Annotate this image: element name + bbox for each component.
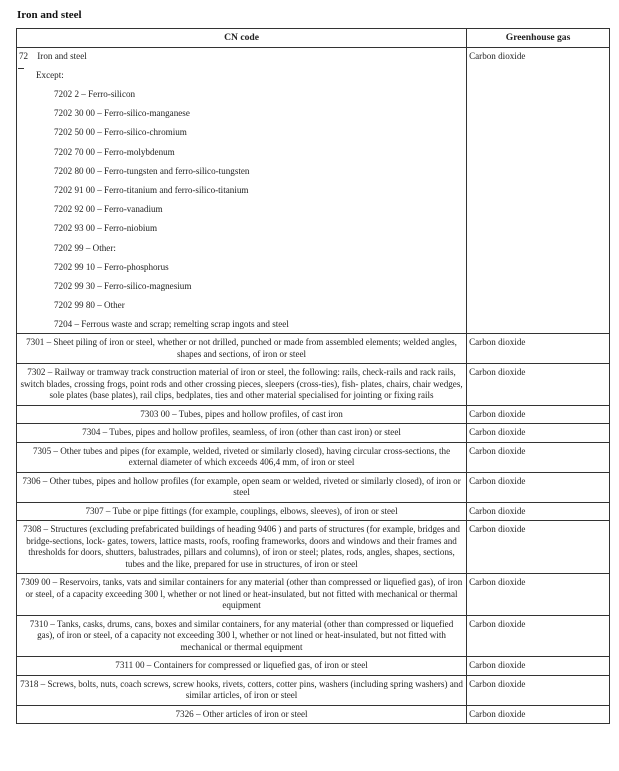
chapter-label: Iron and steel bbox=[37, 51, 87, 61]
section-title: Iron and steel bbox=[17, 9, 82, 21]
chapter-line bbox=[17, 48, 466, 67]
table-row bbox=[17, 521, 610, 574]
table-row bbox=[17, 424, 610, 443]
table-row bbox=[17, 48, 610, 334]
table-row bbox=[17, 472, 610, 502]
exception-item: 7202 99 – Other: bbox=[54, 242, 116, 253]
cn-code-cell: 7309 00 – Reservoirs, tanks, vats and similar containers for any material (other than compressed or liquefied gas), of iron or steel, of a capacity exceeding 300 l, whether or not lined or heat-insulated, but not fitted with mechanical or thermal equipment bbox=[17, 574, 467, 616]
table-header-row bbox=[17, 29, 610, 48]
table-row bbox=[17, 675, 610, 705]
exception-item: 7202 99 10 – Ferro-phosphorus bbox=[54, 261, 169, 272]
greenhouse-gas-cell: Carbon dioxide bbox=[467, 48, 610, 334]
greenhouse-gas-cell: Carbon dioxide bbox=[467, 657, 610, 676]
header-cn-code: CN code bbox=[17, 29, 467, 48]
cn-code-cell: 7318 – Screws, bolts, nuts, coach screws, screw hooks, rivets, cotters, cotter pins, washers (including spring washers) and similar articles, of iron or steel bbox=[17, 675, 467, 705]
exceptions-list bbox=[17, 86, 466, 333]
exception-item: 7202 50 00 – Ferro-silico-chromium bbox=[54, 127, 187, 138]
greenhouse-gas-cell: Carbon dioxide bbox=[467, 574, 610, 616]
greenhouse-gas-cell: Carbon dioxide bbox=[467, 502, 610, 521]
table-row bbox=[17, 334, 610, 364]
exception-item: 7202 91 00 – Ferro-titanium and ferro-silico-titanium bbox=[54, 184, 249, 195]
cn-code-cell: 7310 – Tanks, casks, drums, cans, boxes and similar containers, for any material (other than compressed or liquefied gas), of iron or steel, of a capacity not exceeding 300 l, whether or not lined or heat-insulated, but not fitted with mechanical or thermal equipment bbox=[17, 615, 467, 657]
cn-code-cell: 7311 00 – Containers for compressed or liquefied gas, of iron or steel bbox=[17, 657, 467, 676]
table-row bbox=[17, 657, 610, 676]
cn-code-cell bbox=[17, 48, 467, 334]
chapter-code: 72 bbox=[19, 51, 29, 61]
exception-item: 7202 93 00 – Ferro-niobium bbox=[54, 223, 158, 234]
greenhouse-gas-cell: Carbon dioxide bbox=[467, 424, 610, 443]
exception-item: 7202 70 00 – Ferro-molybdenum bbox=[54, 146, 175, 157]
table-row bbox=[17, 364, 610, 406]
table-row bbox=[17, 615, 610, 657]
exception-item: 7202 92 00 – Ferro-vanadium bbox=[54, 204, 163, 215]
table-row bbox=[17, 442, 610, 472]
cn-code-cell: 7302 – Railway or tramway track construction material of iron or steel, the following: rails, check-rails and rack rails, switch blades, crossing frogs, point rods and other crossing pieces, sleepers (cross-ties), fish- plates, chairs, chair wedges, sole plates (base plates), rail clips, bedplates, ties and other material specialised for jointing or fixing rails bbox=[17, 364, 467, 406]
except-line bbox=[17, 67, 466, 86]
exception-item: 7202 80 00 – Ferro-tungsten and ferro-silico-tungsten bbox=[54, 165, 250, 176]
greenhouse-gas-cell: Carbon dioxide bbox=[467, 442, 610, 472]
greenhouse-gas-cell: Carbon dioxide bbox=[467, 472, 610, 502]
cn-code-cell: 7326 – Other articles of iron or steel bbox=[17, 705, 467, 724]
greenhouse-gas-cell: Carbon dioxide bbox=[467, 675, 610, 705]
table-row bbox=[17, 405, 610, 424]
table-row bbox=[17, 502, 610, 521]
exception-item: 7202 30 00 – Ferro-silico-manganese bbox=[54, 108, 190, 119]
header-greenhouse-gas: Greenhouse gas bbox=[467, 29, 610, 48]
greenhouse-gas-cell: Carbon dioxide bbox=[467, 521, 610, 574]
cn-code-cell: 7301 – Sheet piling of iron or steel, whether or not drilled, punched or made from assembled elements; welded angles, shapes and sections, of iron or steel bbox=[17, 334, 467, 364]
greenhouse-gas-cell: Carbon dioxide bbox=[467, 405, 610, 424]
cn-code-cell: 7307 – Tube or pipe fittings (for example, couplings, elbows, sleeves), of iron or steel bbox=[17, 502, 467, 521]
exception-item: 7202 99 30 – Ferro-silico-magnesium bbox=[54, 280, 192, 291]
greenhouse-gas-cell: Carbon dioxide bbox=[467, 364, 610, 406]
cn-code-cell: 7304 – Tubes, pipes and hollow profiles, seamless, of iron (other than cast iron) or steel bbox=[17, 424, 467, 443]
greenhouse-gas-cell: Carbon dioxide bbox=[467, 615, 610, 657]
cn-code-cell: 7305 – Other tubes and pipes (for example, welded, riveted or similarly closed), having circular cross-sections, the external diameter of which exceeds 406,4 mm, of iron or steel bbox=[17, 442, 467, 472]
table-row bbox=[17, 705, 610, 724]
table-row bbox=[17, 574, 610, 616]
dash-mark bbox=[18, 68, 24, 69]
cn-code-cell: 7308 – Structures (excluding prefabricated buildings of heading 9406 ) and parts of structures (for example, bridges and bridge-sections, lock- gates, towers, lattice masts, roofs, roofing frameworks, doors and windows and their frames and thresholds for doors, shutters, balustrades, pillars and columns), of iron or steel; plates, rods, angles, shapes, sections, tubes and the like, prepared for use in structures, of iron or steel bbox=[17, 521, 467, 574]
greenhouse-gas-cell: Carbon dioxide bbox=[467, 334, 610, 364]
greenhouse-gas-cell: Carbon dioxide bbox=[467, 705, 610, 724]
exception-item: 7202 2 – Ferro-silicon bbox=[54, 89, 136, 99]
exception-item: 7204 – Ferrous waste and scrap; remelting scrap ingots and steel bbox=[54, 319, 289, 330]
exception-item: 7202 99 80 – Other bbox=[54, 300, 125, 311]
cn-code-table bbox=[16, 28, 610, 724]
cn-code-cell: 7306 – Other tubes, pipes and hollow profiles (for example, open seam or welded, riveted or similarly closed), of iron or steel bbox=[17, 472, 467, 502]
except-label: Except: bbox=[36, 70, 64, 80]
cn-code-cell: 7303 00 – Tubes, pipes and hollow profiles, of cast iron bbox=[17, 405, 467, 424]
